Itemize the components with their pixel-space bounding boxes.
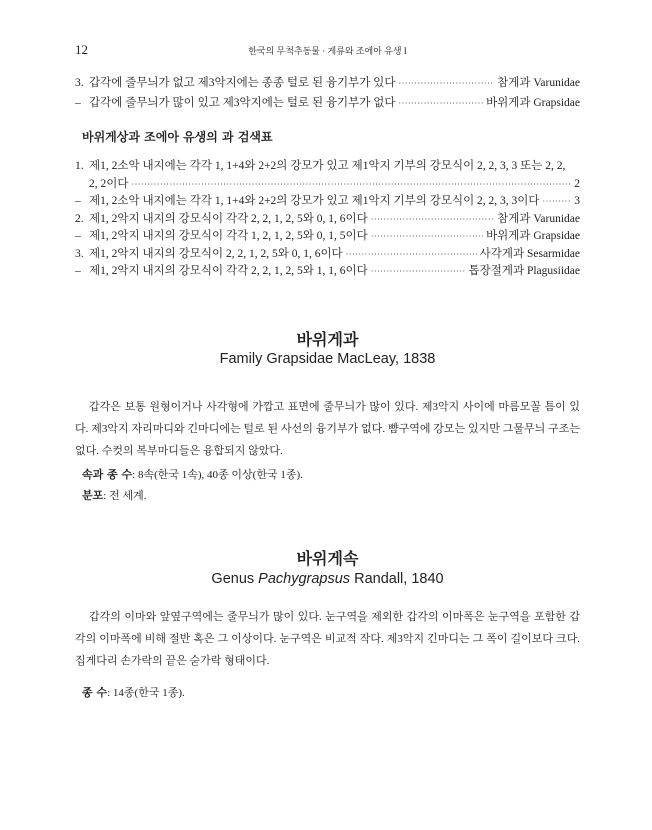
genus-subtitle bbox=[75, 571, 580, 587]
key-row-text: 2, 2이다 bbox=[89, 177, 129, 190]
family-title: 바위게과 bbox=[296, 330, 359, 349]
fact-value: : 전 세계. bbox=[103, 490, 147, 502]
key-row-number: 2. bbox=[75, 212, 84, 225]
key-row-text: 갑각에 줄무늬가 없고 제3악지에는 종종 털로 된 융기부가 있다 bbox=[89, 77, 396, 89]
key-row-number: – bbox=[75, 97, 81, 109]
key-row-result: 참게과 Varunidae bbox=[497, 77, 580, 89]
key-row-text: 제1, 2악지 내지의 강모식이 각각 2, 2, 1, 2, 5와 0, 1, 6이다 bbox=[89, 212, 368, 225]
leader-dots bbox=[398, 95, 483, 112]
key-row bbox=[75, 228, 580, 246]
fact-label: 분포 bbox=[82, 489, 104, 502]
key-row-number: – bbox=[75, 230, 81, 242]
key-continuation bbox=[75, 75, 580, 112]
leader-dots bbox=[371, 228, 483, 246]
leader-dots bbox=[398, 75, 494, 92]
key-row-number: – bbox=[75, 265, 81, 277]
key-row bbox=[75, 158, 580, 176]
key-row-result: 바위게과 Grapsidae bbox=[486, 97, 580, 109]
key-row bbox=[75, 75, 580, 92]
family-description: 갑각은 보통 원형이거나 사각형에 가깝고 표면에 줄무늬가 많이 있다. 제3악지 사이에 마름모꼴 틈이 있다. 제3악지 자리마디와 긴마디에는 털로 된 사선의 융기부가 없다. 뺨구역에 강모는 있지만 그물무늬 구조는 없다. 수컷의 복부마디들은 융합되지 않았다. bbox=[75, 401, 580, 457]
leader-dots bbox=[346, 246, 477, 264]
page-header bbox=[75, 42, 580, 58]
key-row-text: 제1, 2소악 내지에는 각각 1, 1+4와 2+2의 강모가 있고 제1악지 기부의 강모식이 2, 2, 3, 3 또는 2, 2, bbox=[89, 160, 566, 172]
key-row-number: – bbox=[75, 195, 81, 207]
key-row-number: 3. bbox=[75, 77, 84, 89]
leader-dots bbox=[131, 176, 571, 194]
genus-name: Pachygrapsus bbox=[258, 571, 351, 587]
leader-dots bbox=[371, 211, 494, 229]
fact-label: 종 수 bbox=[82, 686, 108, 699]
family-key bbox=[75, 158, 580, 281]
family-distribution bbox=[82, 485, 146, 507]
key-row-result: 사각게과 Sesarmidae bbox=[479, 247, 580, 260]
key-row-number: 1. bbox=[75, 160, 84, 172]
key-row bbox=[75, 263, 580, 281]
genus-subtitle-prefix: Genus bbox=[211, 571, 259, 587]
key-row-number: 3. bbox=[75, 247, 84, 260]
key-title: 바위게상과 조에아 유생의 과 검색표 bbox=[82, 130, 273, 144]
fact-value: : 8속(한국 1속), 40종 이상(한국 1종). bbox=[132, 469, 303, 481]
key-row bbox=[75, 95, 580, 112]
genus-subtitle-suffix: Randall, 1840 bbox=[350, 571, 444, 587]
key-row-text: 제1, 2소악 내지에는 각각 1, 1+4와 2+2의 강모가 있고 제1악지 기부의 강모식이 2, 2, 3, 3이다 bbox=[89, 195, 540, 207]
family-subtitle: Family Grapsidae MacLeay, 1838 bbox=[219, 351, 436, 367]
page-number: 12 bbox=[75, 42, 88, 57]
key-row-continuation bbox=[75, 176, 580, 194]
leader-dots bbox=[371, 263, 466, 281]
key-row bbox=[75, 211, 580, 229]
key-row-text: 갑각에 줄무늬가 많이 있고 제3악지에는 털로 된 융기부가 없다 bbox=[89, 97, 396, 109]
genus-title: 바위게속 bbox=[296, 549, 359, 568]
key-row-result: 참게과 Varunidae bbox=[497, 212, 580, 225]
fact-value: : 14종(한국 1종). bbox=[107, 687, 185, 699]
key-row-text: 제1, 2악지 내지의 강모식이 2, 2, 1, 2, 5와 0, 1, 6이다 bbox=[89, 247, 343, 260]
key-row bbox=[75, 193, 580, 211]
family-genera-count bbox=[82, 464, 303, 486]
leader-dots bbox=[543, 193, 572, 211]
fact-label: 속과 종 수 bbox=[82, 468, 133, 481]
running-head: 한국의 무척추동물 · 게류와 조에아 유생 I bbox=[248, 46, 407, 56]
key-row bbox=[75, 246, 580, 264]
key-row-result: 3 bbox=[574, 195, 580, 207]
genus-description: 갑각의 이마와 앞옆구역에는 줄무늬가 많이 있다. 눈구역을 제외한 갑각의 이마폭은 눈구역을 포함한 갑각의 이마폭에 비해 절반 혹은 그 이상이다. 눈구역은 비교적 작다. 제3악지 긴마디는 그 폭이 길이보다 크다. 집게다리 손가락의 끝은 숟가락 형태이다. bbox=[75, 611, 580, 667]
key-row-text: 제1, 2악지 내지의 강모식이 각각 1, 2, 1, 2, 5와 0, 1, 5이다 bbox=[89, 230, 368, 242]
key-row-result: 톱장절게과 Plagusiidae bbox=[468, 265, 580, 277]
key-row-result: 바위게과 Grapsidae bbox=[486, 230, 580, 242]
key-row-text: 제1, 2악지 내지의 강모식이 각각 2, 2, 1, 2, 5와 1, 1, 6이다 bbox=[89, 265, 368, 277]
genus-species-count bbox=[82, 682, 185, 704]
key-row-result: 2 bbox=[574, 177, 580, 190]
